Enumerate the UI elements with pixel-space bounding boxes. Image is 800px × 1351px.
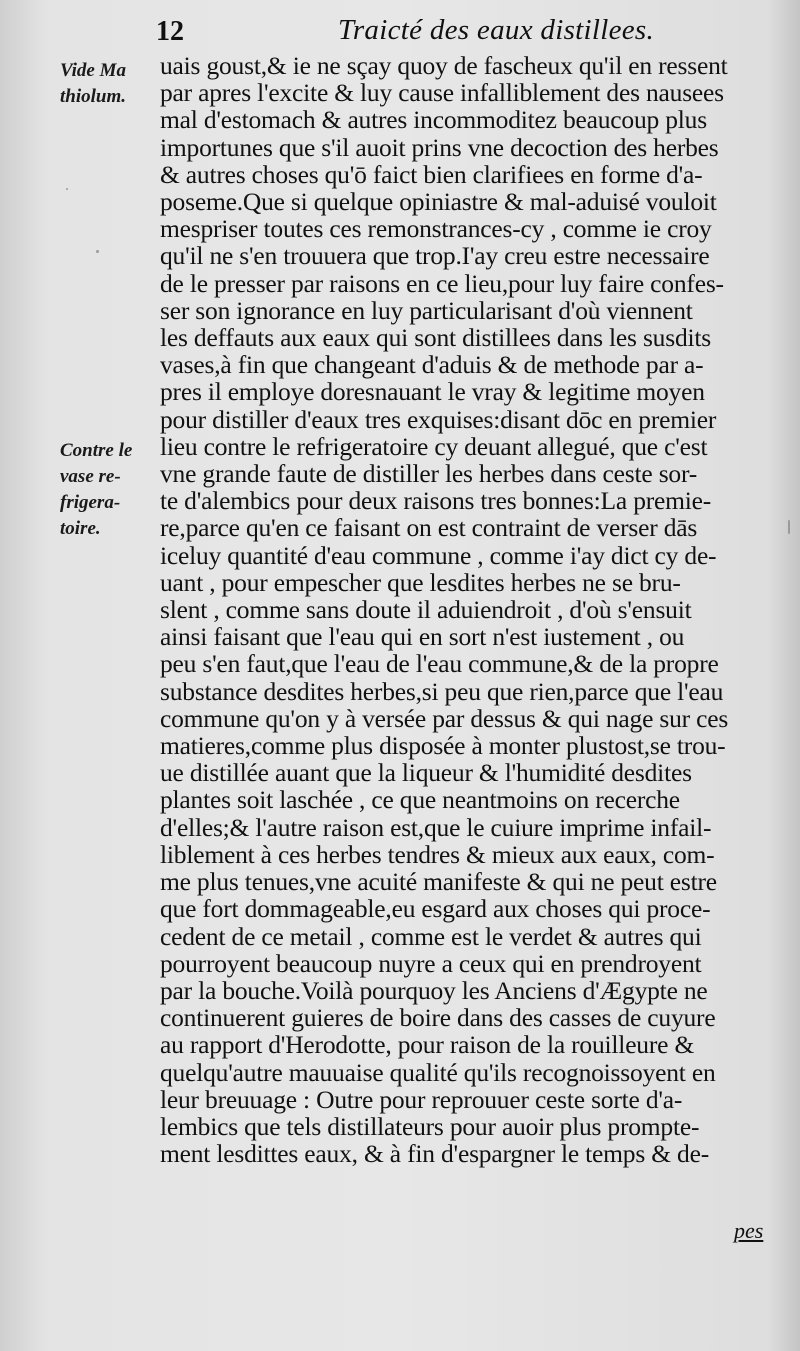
running-title: Traicté des eaux distillees.	[338, 14, 655, 46]
text-line: pres il employe doresnauant le vray & legitime moyen	[160, 377, 705, 407]
text-line: lieu contre le refrigeratoire cy deuant allegué, que c'est	[160, 431, 708, 461]
text-line: ment lesdittes eaux, & à fin d'espargner le temps & de-	[160, 1139, 710, 1169]
text-line: par apres l'excite & luy cause infalliblement des nausees	[160, 78, 724, 108]
text-line: au rapport d'Herodotte, pour raison de la rouilleure &	[160, 1030, 695, 1060]
margin-note-line: thiolum.	[60, 86, 126, 107]
margin-note-line: Contre le	[60, 440, 133, 461]
margin-note-contre-le-vase	[60, 438, 152, 542]
text-line: matieres,comme plus disposée à monter plustost,se trou-	[160, 731, 726, 761]
text-line: les deffauts aux eaux qui sont distillees dans les susdits	[160, 323, 711, 353]
text-line: par la bouche.Voilà pourquoy les Anciens d'Ægypte ne	[160, 975, 708, 1005]
margin-note-line: vase re-	[60, 466, 121, 487]
text-line: commune qu'on y à versée par dessus & qui nage sur ces	[160, 703, 729, 733]
text-line: iceluy quantité d'eau commune , comme i'ay dict cy de-	[160, 540, 717, 570]
margin-note-line: toire.	[60, 518, 101, 539]
text-line: d'elles;& l'autre raison est,que le cuiure imprime infail-	[160, 812, 712, 842]
text-line: re,parce qu'en ce faisant on est contraint de verser dās	[160, 513, 698, 543]
text-line: poseme.Que si quelque opiniastre & mal-aduisé vouloit	[160, 187, 717, 217]
margin-note-line: frigera-	[60, 492, 121, 513]
text-line: te d'alembics pour deux raisons tres bonnes:La premie-	[160, 486, 712, 516]
text-line: mal d'estomach & autres incommoditez beaucoup plus	[160, 105, 707, 135]
catchword: pes	[734, 1218, 764, 1243]
text-line: cedent de ce metail , comme est le verdet & autres qui	[160, 921, 702, 951]
margin-note-vide-mathiolum	[60, 58, 152, 110]
page-header	[152, 14, 792, 50]
text-line: & autres choses qu'ō faict bien clarifiees en forme d'a-	[160, 159, 703, 189]
text-line: substance desdites herbes,si peu que rien,parce que l'eau	[160, 676, 724, 706]
text-line: pour distiller d'eaux tres exquises:disant dōc en premier	[160, 404, 717, 434]
text-line: plantes soit laschée , ce que neantmoins on recerche	[160, 785, 680, 815]
text-line: ser son ignorance en luy particularisant d'où viennent	[160, 295, 693, 325]
paper-speck	[788, 520, 790, 534]
paper-speck	[66, 188, 68, 190]
text-line: ue distillée auant que la liqueur & l'humidité desdites	[160, 758, 692, 788]
text-line: slent , comme sans doute il aduiendroit , d'où s'ensuit	[160, 595, 692, 625]
page-number: 12	[156, 16, 184, 47]
paper-speck	[96, 250, 99, 253]
text-line: peu s'en faut,que l'eau de l'eau commune,& de la propre	[160, 649, 719, 679]
text-line: importunes que s'il auoit prins vne decoction des herbes	[160, 132, 719, 162]
text-line: uais goust,& ie ne sçay quoy de fascheux qu'il en ressent	[160, 51, 728, 80]
text-line: que fort dommageable,eu esgard aux choses qui proce-	[160, 894, 711, 924]
text-line: quelqu'autre mauuaise qualité qu'ils recognoissoyent en	[160, 1057, 716, 1087]
text-line: vases,à fin que changeant d'aduis & de methode par a-	[160, 350, 704, 380]
text-line: vne grande faute de distiller les herbes dans ceste sor-	[160, 459, 698, 489]
text-line: liblement à ces herbes tendres & mieux aux eaux, com-	[160, 839, 715, 869]
text-line: lembics que tels distillateurs pour auoir plus prompte-	[160, 1111, 700, 1141]
text-line: de le presser par raisons en ce lieu,pour luy faire confes-	[160, 268, 724, 298]
text-line: qu'il ne s'en trouuera que trop.I'ay creu estre necessaire	[160, 241, 710, 271]
body-text	[160, 52, 790, 1167]
text-line: mespriser toutes ces remonstrances-cy , comme ie croy	[160, 214, 712, 244]
text-line: ainsi faisant que l'eau qui en sort n'est iustement , ou	[160, 622, 685, 652]
margin-note-line: Vide Ma	[60, 60, 126, 81]
text-line: pourroyent beaucoup nuyre a ceux qui en prendroyent	[160, 948, 702, 978]
text-line: continuerent guieres de boire dans des casses de cuyure	[160, 1003, 716, 1033]
text-line: leur breuuage : Outre pour reprouuer ceste sorte d'a-	[160, 1084, 683, 1114]
text-line: me plus tenues,vne acuité manifeste & qui ne peut estre	[160, 867, 717, 897]
text-line: uant , pour empescher que lesdites herbes ne se bru-	[160, 567, 681, 597]
